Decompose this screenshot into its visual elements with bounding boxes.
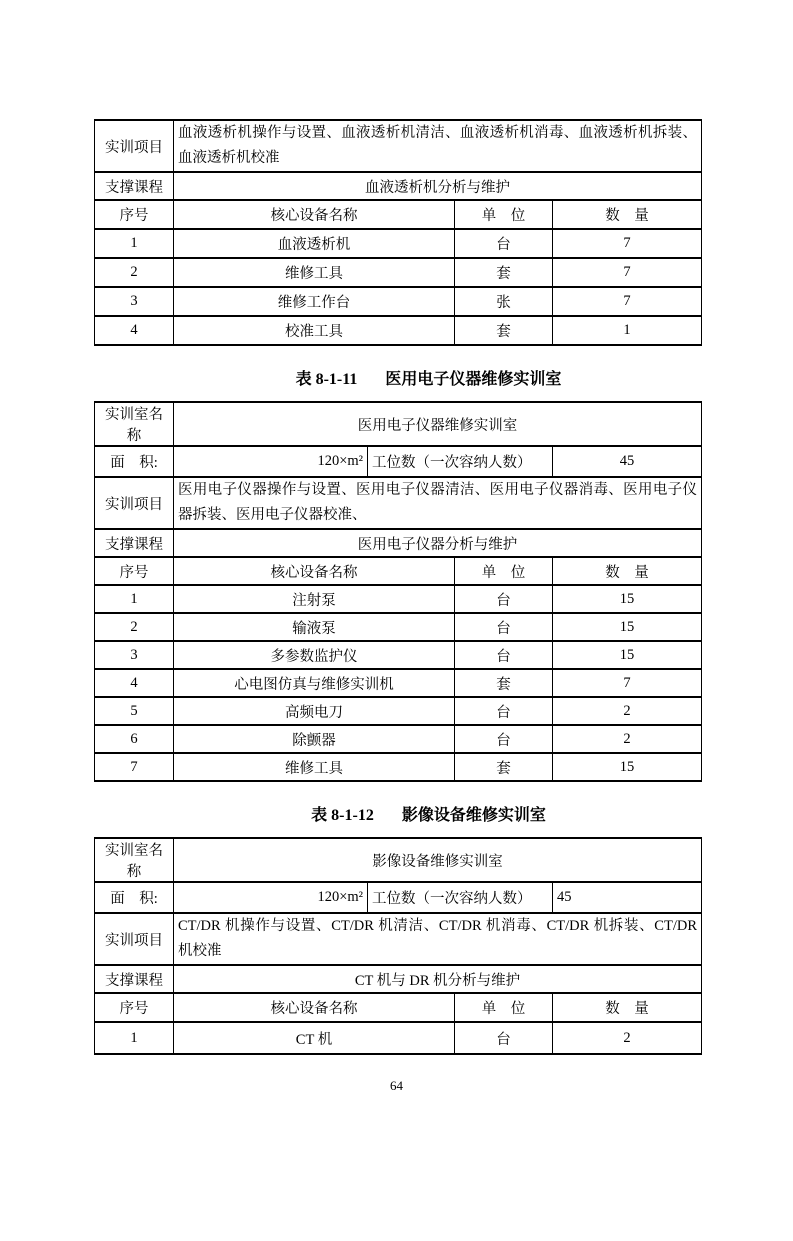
header-unit: 单 位 xyxy=(455,557,553,585)
document-page xyxy=(0,119,793,1241)
table-imaging-equipment-room xyxy=(94,837,702,1055)
cell-unit: 台 xyxy=(455,1022,553,1054)
project-content: CT/DR 机操作与设置、CT/DR 机清洁、CT/DR 机消毒、CT/DR 机拆装、CT/DR 机校准 xyxy=(174,913,702,965)
project-content: 医用电子仪器操作与设置、医用电子仪器清洁、医用电子仪器消毒、医用电子仪器拆装、医用电子仪器校准、 xyxy=(174,477,702,529)
cell-seq: 2 xyxy=(95,258,174,287)
table-row xyxy=(95,1022,702,1054)
cell-unit: 套 xyxy=(455,753,553,781)
project-content: 血液透析机操作与设置、血液透析机清洁、血液透析机消毒、血液透析机拆装、血液透析机校准 xyxy=(174,120,702,172)
cell-unit: 台 xyxy=(455,585,553,613)
header-name: 核心设备名称 xyxy=(174,557,455,585)
cell-qty: 2 xyxy=(553,1022,702,1054)
course-row xyxy=(95,172,702,200)
header-row xyxy=(95,557,702,585)
cell-seq: 3 xyxy=(95,641,174,669)
project-row xyxy=(95,913,702,965)
course-content: 血液透析机分析与维护 xyxy=(174,172,702,200)
room-name-label: 实训室名称 xyxy=(95,402,174,446)
cell-unit: 台 xyxy=(455,697,553,725)
table-row xyxy=(95,753,702,781)
table-title-8-1-12 xyxy=(125,806,732,826)
course-label: 支撑课程 xyxy=(95,172,174,200)
project-label: 实训项目 xyxy=(95,120,174,172)
cell-seq: 3 xyxy=(95,287,174,316)
cell-unit: 台 xyxy=(455,641,553,669)
course-content: 医用电子仪器分析与维护 xyxy=(174,529,702,557)
room-name-value: 医用电子仪器维修实训室 xyxy=(174,402,702,446)
header-seq: 序号 xyxy=(95,200,174,229)
cell-unit: 台 xyxy=(455,725,553,753)
table-row xyxy=(95,229,702,258)
table-medical-electronics-room xyxy=(94,401,702,782)
project-row xyxy=(95,477,702,529)
cell-qty: 7 xyxy=(553,669,702,697)
course-content: CT 机与 DR 机分析与维护 xyxy=(174,965,702,993)
area-value: 120×m² xyxy=(174,882,368,913)
cell-seq: 1 xyxy=(95,585,174,613)
table-row xyxy=(95,725,702,753)
cell-unit: 台 xyxy=(455,613,553,641)
page-number: 64 xyxy=(390,1078,403,1093)
cell-seq: 1 xyxy=(95,1022,174,1054)
cell-qty: 15 xyxy=(553,641,702,669)
table-title-text: 影像设备维修实训室 xyxy=(401,807,546,824)
cell-name: 除颤器 xyxy=(174,725,455,753)
table-row xyxy=(95,641,702,669)
cell-name: CT 机 xyxy=(174,1022,455,1054)
capacity-value: 45 xyxy=(553,882,702,913)
table-title-number: 表 8-1-11 xyxy=(295,371,358,388)
capacity-value: 45 xyxy=(553,446,702,477)
room-name-label: 实训室名称 xyxy=(95,838,174,882)
table-row xyxy=(95,669,702,697)
cell-name: 血液透析机 xyxy=(174,229,455,258)
cell-qty: 15 xyxy=(553,753,702,781)
capacity-label: 工位数（一次容纳人数） xyxy=(368,882,553,913)
cell-unit: 套 xyxy=(455,258,553,287)
cell-qty: 15 xyxy=(553,585,702,613)
header-unit: 单 位 xyxy=(455,993,553,1022)
capacity-label: 工位数（一次容纳人数） xyxy=(368,446,553,477)
header-name: 核心设备名称 xyxy=(174,200,455,229)
table-hemodialysis-room xyxy=(94,119,702,346)
header-row xyxy=(95,993,702,1022)
table-title-number: 表 8-1-12 xyxy=(311,807,374,824)
cell-qty: 7 xyxy=(553,229,702,258)
area-value: 120×m² xyxy=(174,446,368,477)
table-row xyxy=(95,697,702,725)
header-name: 核心设备名称 xyxy=(174,993,455,1022)
cell-qty: 7 xyxy=(553,258,702,287)
cell-qty: 7 xyxy=(553,287,702,316)
table-row xyxy=(95,585,702,613)
header-qty: 数 量 xyxy=(553,557,702,585)
cell-seq: 4 xyxy=(95,669,174,697)
course-row xyxy=(95,529,702,557)
cell-qty: 2 xyxy=(553,697,702,725)
course-label: 支撑课程 xyxy=(95,965,174,993)
project-label: 实训项目 xyxy=(95,477,174,529)
course-label: 支撑课程 xyxy=(95,529,174,557)
cell-seq: 2 xyxy=(95,613,174,641)
area-label: 面 积: xyxy=(95,446,174,477)
cell-name: 心电图仿真与维修实训机 xyxy=(174,669,455,697)
cell-name: 多参数监护仪 xyxy=(174,641,455,669)
area-label: 面 积: xyxy=(95,882,174,913)
cell-name: 输液泵 xyxy=(174,613,455,641)
area-row xyxy=(95,446,702,477)
room-name-value: 影像设备维修实训室 xyxy=(174,838,702,882)
cell-name: 维修工具 xyxy=(174,258,455,287)
project-row xyxy=(95,120,702,172)
cell-unit: 套 xyxy=(455,316,553,345)
header-row xyxy=(95,200,702,229)
cell-unit: 台 xyxy=(455,229,553,258)
table-row xyxy=(95,613,702,641)
table-row xyxy=(95,316,702,345)
table-title-text: 医用电子仪器维修实训室 xyxy=(385,371,562,388)
header-seq: 序号 xyxy=(95,557,174,585)
area-row xyxy=(95,882,702,913)
room-name-row xyxy=(95,402,702,446)
cell-seq: 6 xyxy=(95,725,174,753)
cell-qty: 1 xyxy=(553,316,702,345)
project-label: 实训项目 xyxy=(95,913,174,965)
cell-qty: 15 xyxy=(553,613,702,641)
cell-seq: 5 xyxy=(95,697,174,725)
course-row xyxy=(95,965,702,993)
cell-seq: 1 xyxy=(95,229,174,258)
table-row xyxy=(95,258,702,287)
table-row xyxy=(95,287,702,316)
cell-unit: 张 xyxy=(455,287,553,316)
cell-name: 注射泵 xyxy=(174,585,455,613)
header-qty: 数 量 xyxy=(553,993,702,1022)
cell-qty: 2 xyxy=(553,725,702,753)
header-seq: 序号 xyxy=(95,993,174,1022)
cell-name: 维修工具 xyxy=(174,753,455,781)
cell-name: 校准工具 xyxy=(174,316,455,345)
cell-seq: 4 xyxy=(95,316,174,345)
cell-name: 维修工作台 xyxy=(174,287,455,316)
cell-unit: 套 xyxy=(455,669,553,697)
header-qty: 数 量 xyxy=(553,200,702,229)
header-unit: 单 位 xyxy=(455,200,553,229)
table-title-8-1-11 xyxy=(125,370,732,390)
room-name-row xyxy=(95,838,702,882)
cell-seq: 7 xyxy=(95,753,174,781)
cell-name: 高频电刀 xyxy=(174,697,455,725)
